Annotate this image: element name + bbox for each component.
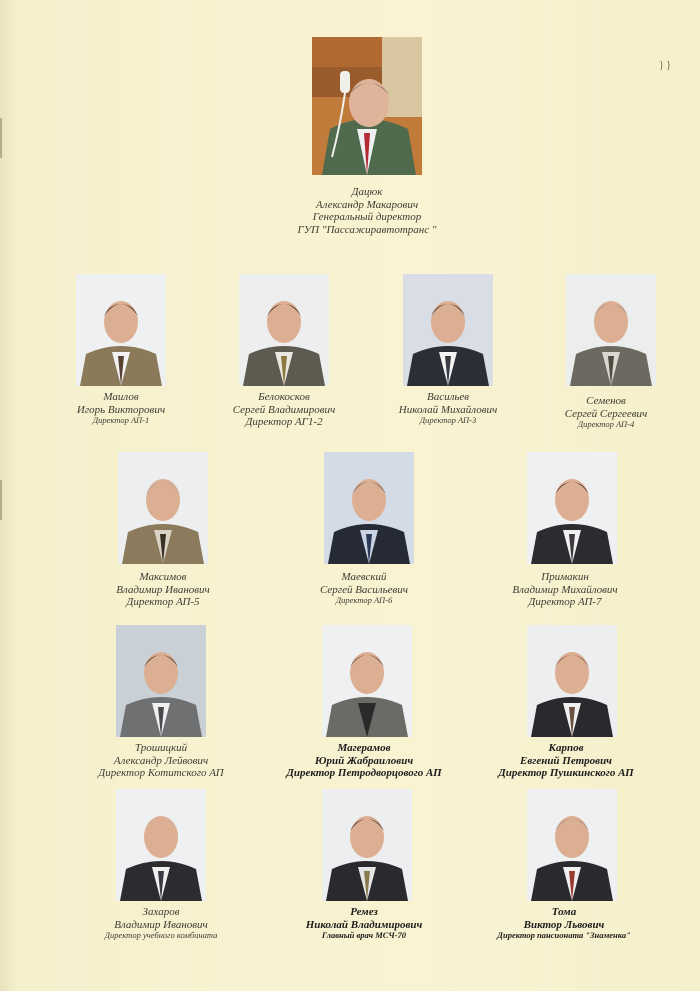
person-post: Директор АП-7 bbox=[528, 596, 602, 609]
person-photo bbox=[76, 274, 166, 386]
person-photo bbox=[527, 625, 617, 737]
person-caption bbox=[254, 906, 474, 941]
person-name: Владимир Иванович bbox=[116, 583, 210, 596]
person-surname: Примакин bbox=[541, 571, 589, 583]
person-caption bbox=[51, 742, 271, 780]
binding-edge-mark bbox=[0, 480, 2, 520]
person-name: Николай Владимирович bbox=[305, 918, 423, 931]
person-post: Директор АП-1 bbox=[92, 415, 150, 426]
director-title: Генеральный директор bbox=[312, 211, 422, 224]
person-caption bbox=[53, 571, 273, 609]
person-photo bbox=[239, 274, 329, 386]
person-photo bbox=[322, 789, 412, 901]
person-name: Игорь Викторович bbox=[76, 403, 166, 416]
person-surname: Тома bbox=[551, 906, 577, 918]
person-caption bbox=[454, 906, 674, 941]
person-post: Директор пансионата "Знаменка" bbox=[497, 930, 631, 941]
person-photo bbox=[527, 789, 617, 901]
person-photo bbox=[116, 625, 206, 737]
corner-mark: } } bbox=[659, 60, 672, 71]
person-name: Сергей Сергеевич bbox=[564, 407, 648, 420]
director-photo bbox=[312, 37, 422, 175]
person-name: Юрий Жабраилович bbox=[314, 754, 414, 767]
person-name: Евгений Петрович bbox=[520, 754, 612, 767]
person-surname: Маевский bbox=[341, 571, 387, 583]
person-surname: Васильев bbox=[426, 391, 470, 403]
person-post: Директор АГ1-2 bbox=[245, 416, 323, 429]
person-caption bbox=[51, 906, 271, 941]
director-org: ГУП "Пассажиравтотранс " bbox=[297, 223, 437, 236]
person-photo bbox=[403, 274, 493, 386]
person-surname: Белокосков bbox=[258, 391, 310, 403]
person-caption bbox=[455, 571, 675, 609]
person-surname: Карпов bbox=[548, 742, 584, 754]
person-photo bbox=[118, 452, 208, 564]
person-photo bbox=[116, 789, 206, 901]
person-surname: Трошицкий bbox=[134, 742, 188, 754]
person-surname: Магерамов bbox=[337, 742, 391, 754]
person-post: Директор Пушкинского АП bbox=[498, 767, 634, 780]
person-post: Главный врач МСЧ-70 bbox=[321, 930, 407, 941]
person-surname: Ремез bbox=[350, 906, 378, 918]
director-surname: Дацюк bbox=[351, 186, 383, 198]
person-surname: Маилов bbox=[103, 391, 139, 403]
person-photo bbox=[527, 452, 617, 564]
director-caption bbox=[267, 186, 467, 237]
person-post: Директор АП-6 bbox=[335, 595, 393, 606]
person-photo bbox=[566, 274, 656, 386]
person-name: Александр Лейвович bbox=[113, 754, 209, 767]
binding-edge-mark bbox=[0, 118, 2, 158]
person-surname: Захаров bbox=[142, 906, 180, 918]
person-surname: Семенов bbox=[586, 395, 626, 407]
person-caption bbox=[254, 742, 474, 780]
person-post: Директор АП-3 bbox=[419, 415, 477, 426]
person-caption bbox=[496, 395, 700, 430]
person-photo bbox=[322, 625, 412, 737]
person-surname: Максимов bbox=[139, 571, 187, 583]
person-name: Сергей Владимирович bbox=[232, 403, 336, 416]
person-photo bbox=[324, 452, 414, 564]
person-post: Директор Котитского АП bbox=[98, 767, 224, 780]
person-post: Директор АП-5 bbox=[126, 596, 200, 609]
person-post: Директор Петродворцового АП bbox=[286, 767, 442, 780]
director-name: Александр Макарович bbox=[315, 198, 419, 211]
person-post: Директор учебного комбината bbox=[104, 930, 218, 941]
person-name: Владимир Михайлович bbox=[512, 583, 618, 596]
person-name: Николай Михайлович bbox=[398, 403, 498, 416]
person-post: Директор АП-4 bbox=[577, 419, 635, 430]
person-caption bbox=[456, 742, 676, 780]
person-name: Сергей Васильевич bbox=[319, 583, 409, 596]
person-caption bbox=[254, 571, 474, 606]
person-name: Виктор Львович bbox=[523, 918, 605, 931]
person-name: Владимир Иванович bbox=[114, 918, 208, 931]
